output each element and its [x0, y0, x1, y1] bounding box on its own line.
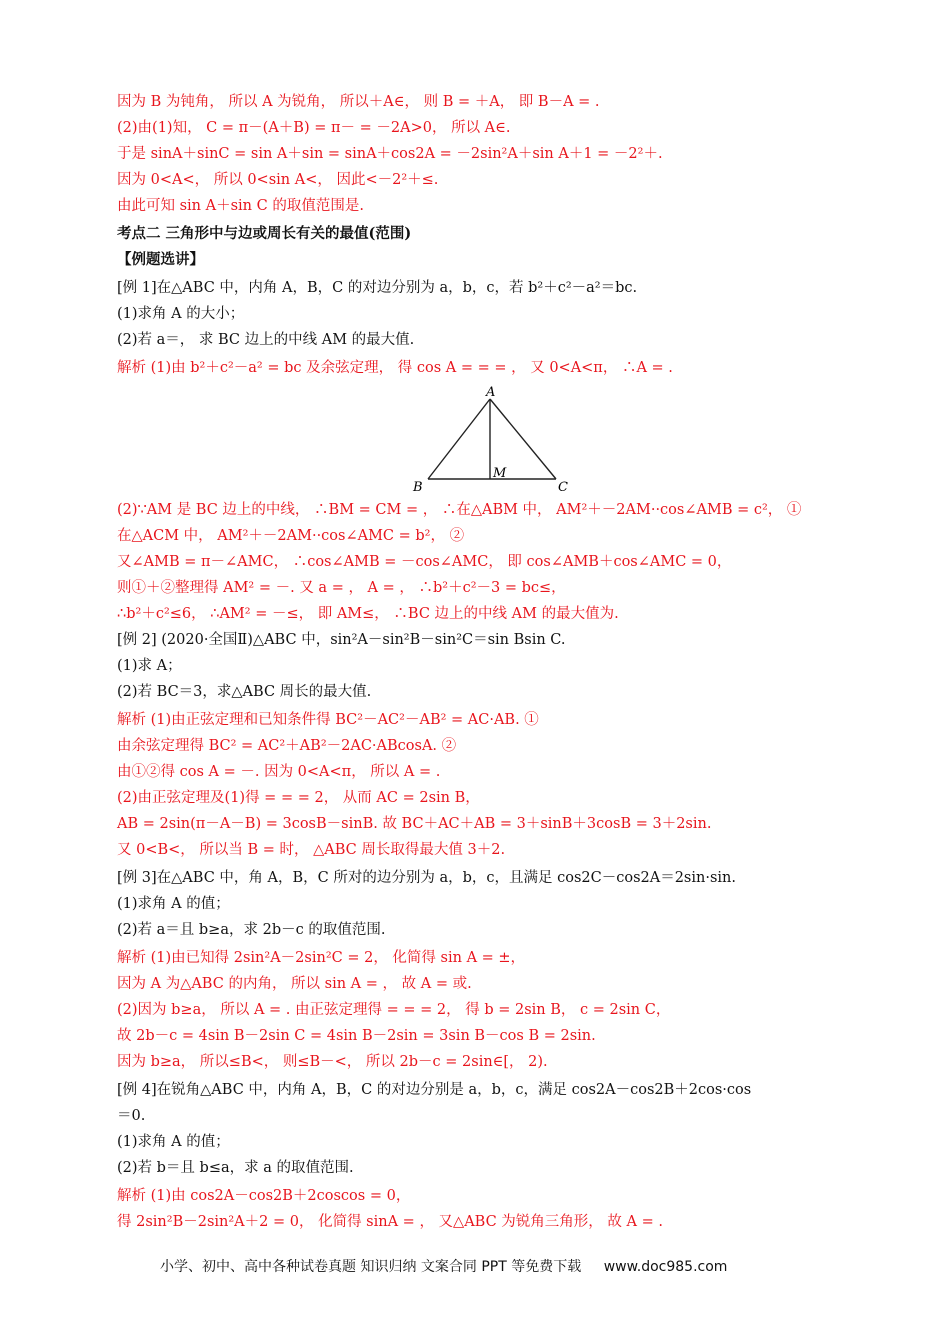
example-4-part-2: (2)若 b＝且 b≤a，求 a 的取值范围. — [117, 1160, 354, 1176]
section-heading: 考点二 三角形中与边或周长有关的最值(范围) — [117, 225, 412, 242]
solution-line-3: 于是 sinA＋sinC = sin A＋sin = sinA＋cos2A = －2sin²A＋sin A＋1 = －2²＋. — [117, 146, 663, 162]
example-4-part-1: (1)求角 A 的值； — [117, 1134, 230, 1150]
example-1-solution-4: 又∠AMB = π－∠AMC， ∴cos∠AMB = －cos∠AMC， 即 cos∠AMB＋cos∠AMC = 0， — [117, 554, 732, 570]
page-footer — [160, 1256, 731, 1276]
example-1-solution-6: ∴b²＋c²≤6， ∴AM² = －≤， 即 AM≤， ∴BC 边上的中线 AM 的最大值为. — [117, 606, 619, 622]
example-3-problem: [例 3]在△ABC 中，角 A，B，C 所对的边分别为 a，b，c，且满足 cos2C－cos2A＝2sin·sin. — [117, 870, 736, 886]
example-1-solution-1: 解析 (1)由 b²＋c²－a² = bc 及余弦定理， 得 cos A = = = ， 又 0<A<π， ∴A = . — [117, 360, 673, 376]
example-2-solution-1: 解析 (1)由正弦定理和已知条件得 BC²－AC²－AB² = AC·AB. ① — [117, 712, 539, 728]
example-2-solution-6: 又 0<B<， 所以当 B = 时， △ABC 周长取得最大值 3＋2. — [117, 842, 506, 858]
vertex-label-b: B — [413, 480, 423, 495]
example-1-solution-3: 在△ACM 中， AM²＋－2AM··cos∠AMC = b²， ② — [117, 528, 465, 544]
example-1-part-1: (1)求角 A 的大小； — [117, 306, 245, 322]
example-4-solution-1: 解析 (1)由 cos2A－cos2B＋2coscos = 0， — [117, 1188, 411, 1204]
example-3-solution-1: 解析 (1)由已知得 2sin²A－2sin²C = 2， 化简得 sin A = ±， — [117, 950, 526, 966]
example-4-problem-cont: ＝0. — [117, 1108, 146, 1124]
example-3-solution-3: (2)因为 b≥a， 所以 A = . 由正弦定理得 = = = 2， 得 b = 2sin B， c = 2sin C， — [117, 1002, 671, 1018]
footer-link[interactable]: www.doc985.com — [603, 1259, 728, 1275]
example-2-solution-5: AB = 2sin(π－A－B) = 3cosB－sinB. 故 BC＋AC＋AB = 3＋sinB＋3cosB = 3＋2sin. — [117, 816, 712, 832]
examples-heading: 【例题选讲】 — [117, 251, 204, 268]
example-2-solution-3: 由①②得 cos A = －. 因为 0<A<π， 所以 A = . — [117, 764, 441, 780]
vertex-label-a: A — [486, 385, 496, 400]
solution-line-2: (2)由(1)知， C = π－(A＋B) = π－ = －2A>0， 所以 A∈. — [117, 120, 511, 136]
example-2-part-1: (1)求 A； — [117, 658, 182, 674]
example-3-solution-2: 因为 A 为△ABC 的内角， 所以 sin A = ， 故 A = 或. — [117, 976, 472, 992]
example-3-solution-4: 故 2b－c = 4sin B－2sin C = 4sin B－2sin = 3sin B－cos B = 2sin. — [117, 1028, 596, 1044]
example-1-solution-2: (2)∵AM 是 BC 边上的中线， ∴BM = CM = ， ∴在△ABM 中， AM²＋－2AM··cos∠AMB = c²， ① — [117, 502, 802, 518]
example-3-part-1: (1)求角 A 的值； — [117, 896, 230, 912]
example-2-solution-2: 由余弦定理得 BC² = AC²＋AB²－2AC·ABcosA. ② — [117, 738, 457, 754]
midpoint-label-m: M — [493, 466, 507, 481]
example-2-part-2: (2)若 BC＝3，求△ABC 周长的最大值. — [117, 684, 372, 700]
example-3-part-2: (2)若 a＝且 b≥a，求 2b－c 的取值范围. — [117, 922, 386, 938]
solution-line-1: 因为 B 为钝角， 所以 A 为锐角， 所以＋A∈， 则 B = ＋A， 即 B－A = . — [117, 94, 600, 110]
footer-text: 小学、初中、高中各种试卷真题 知识归纳 文案合同 PPT 等免费下载 — [160, 1259, 582, 1275]
solution-line-5: 由此可知 sin A＋sin C 的取值范围是. — [117, 198, 364, 214]
example-2-problem: [例 2] (2020·全国Ⅱ)△ABC 中，sin²A－sin²B－sin²C＝sin Bsin C. — [117, 632, 566, 648]
vertex-label-c: C — [558, 480, 568, 495]
example-1-problem: [例 1]在△ABC 中，内角 A，B，C 的对边分别为 a，b，c，若 b²＋c²－a²＝bc. — [117, 280, 638, 296]
solution-line-4: 因为 0<A<， 所以 0<sin A<， 因此<－2²＋≤. — [117, 172, 439, 188]
example-4-solution-2: 得 2sin²B－2sin²A＋2 = 0， 化简得 sinA = ， 又△ABC 为锐角三角形， 故 A = . — [117, 1214, 663, 1230]
example-3-solution-5: 因为 b≥a， 所以≤B<， 则≤B－<， 所以 2b－c = 2sin∈[， 2). — [117, 1054, 548, 1070]
triangle-diagram — [408, 381, 580, 497]
example-1-solution-5: 则①＋②整理得 AM² = －. 又 a = ， A = ， ∴b²＋c²－3 = bc≤， — [117, 580, 566, 596]
example-1-part-2: (2)若 a＝， 求 BC 边上的中线 AM 的最大值. — [117, 332, 415, 348]
example-4-problem: [例 4]在锐角△ABC 中，内角 A，B，C 的对边分别是 a，b，c，满足 cos2A－cos2B＋2cos·cos — [117, 1082, 752, 1098]
example-2-solution-4: (2)由正弦定理及(1)得 = = = 2， 从而 AC = 2sin B， — [117, 790, 480, 806]
